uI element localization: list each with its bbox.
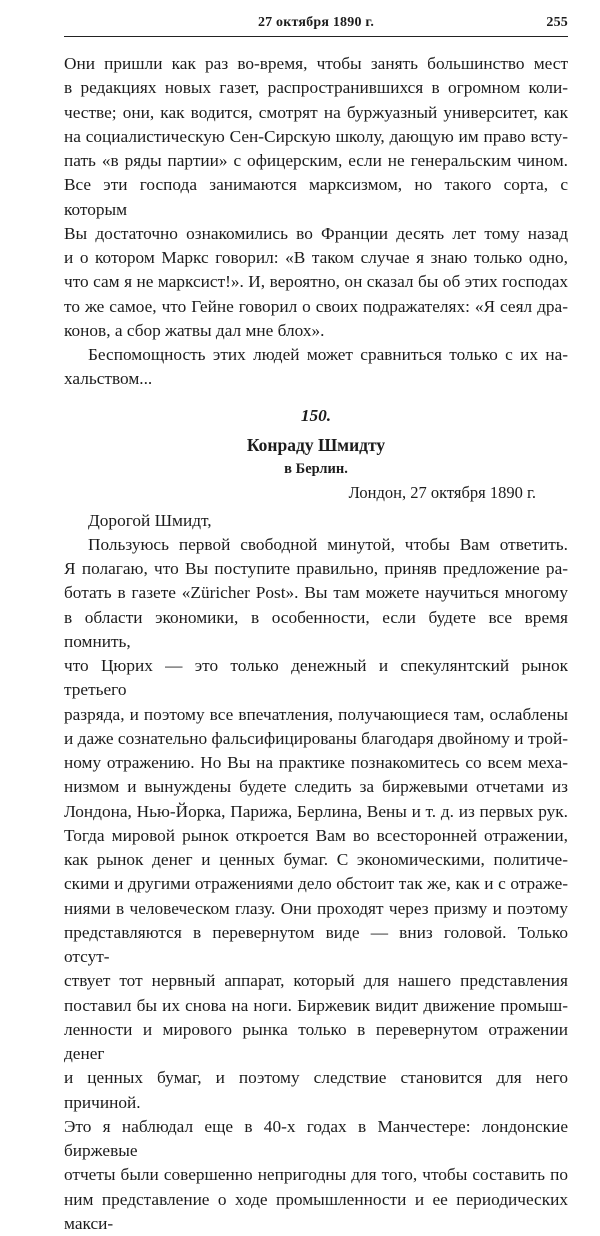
text-line: конов, а сбор жатвы дал мне блох». — [64, 319, 568, 343]
text-line: представляются в перевернутом виде — вниз головой. Только отсут- — [64, 921, 568, 970]
text-line: что сам я не марксист!». И, вероятно, он сказал бы об этих господах — [64, 270, 568, 294]
text-line: то же самое, что Гейне говорил о своих подражателях: «Я сеял дра- — [64, 295, 568, 319]
text-line: Пользуюсь первой свободной минутой, чтобы Вам ответить. — [64, 533, 568, 557]
letter-number: 150. — [64, 404, 568, 428]
text-line: Все эти господа занимаются марксизмом, но такого сорта, с которым — [64, 173, 568, 222]
text-line: на социалистическую Сен-Сирскую школу, дающую им право всту- — [64, 125, 568, 149]
text-line: Вы достаточно ознакомились во Франции десять лет тому назад — [64, 222, 568, 246]
text-line: ним представление о ходе промышленности и ее периодических макси- — [64, 1188, 568, 1236]
text-line: ствует тот нервный аппарат, который для нашего представления — [64, 969, 568, 993]
text-line: Беспомощность этих людей может сравниться только с их на- — [64, 343, 568, 367]
letter-destination: в Берлин. — [64, 457, 568, 481]
text-line: пать «в ряды партии» с офицерским, если не генеральским чином. — [64, 149, 568, 173]
text-line: отчеты были совершенно непригодны для того, чтобы составить по — [64, 1163, 568, 1187]
letter-title: Конраду Шмидту — [64, 433, 568, 457]
text-line: ниями в человеческом глазу. Они проходят через призму и поэтому — [64, 897, 568, 921]
page-number: 255 — [546, 15, 568, 31]
page-body — [64, 52, 568, 1236]
text-line: и ценных бумаг, и поэтому следствие становится для него причиной. — [64, 1066, 568, 1115]
text-line: низмом и вынуждены будете следить за биржевыми отчетами из — [64, 775, 568, 799]
text-line: в редакциях новых газет, распространившихся в огромном коли- — [64, 76, 568, 100]
text-line: ботать в газете «Züricher Post». Вы там можете научиться многому — [64, 581, 568, 605]
second-paragraph — [64, 343, 568, 392]
text-line: честве; они, как водится, смотрят на буржуазный университет, как — [64, 101, 568, 125]
header-date-title: 27 октября 1890 г. — [64, 15, 568, 31]
text-line: в области экономики, в особенности, если будете все время помнить, — [64, 606, 568, 655]
letter-dateline: Лондон, 27 октября 1890 г. — [64, 481, 568, 505]
intro-paragraph — [64, 52, 568, 343]
text-line: и даже сознательно фальсифицированы благодаря двойному и трой- — [64, 727, 568, 751]
text-line: Они пришли как раз во-время, чтобы занять большинство мест — [64, 52, 568, 76]
text-line: скими и другими отражениями дело обстоит так же, как и с отраже- — [64, 872, 568, 896]
text-line: и о котором Маркс говорил: «В таком случае я знаю только одно, — [64, 246, 568, 270]
text-line: Я полагаю, что Вы поступите правильно, приняв предложение ра- — [64, 557, 568, 581]
text-line: разряда, и поэтому все впечатления, получающиеся там, ослаблены — [64, 703, 568, 727]
text-line: Тогда мировой рынок откроется Вам во всесторонней отражении, — [64, 824, 568, 848]
text-line: Лондона, Нью-Йорка, Парижа, Берлина, Вены и т. д. из первых рук. — [64, 800, 568, 824]
text-line: ному отражению. Но Вы на практике познакомитесь со всем меха- — [64, 751, 568, 775]
letter-salutation: Дорогой Шмидт, — [64, 509, 568, 533]
text-line: Это я наблюдал еще в 40-х годах в Манчестере: лондонские биржевые — [64, 1115, 568, 1164]
running-header — [64, 12, 568, 37]
text-line: поставил бы их снова на ноги. Биржевик видит движение промыш- — [64, 994, 568, 1018]
text-line: как рынок денег и ценных бумаг. С экономическими, политиче- — [64, 848, 568, 872]
text-line: хальством... — [64, 367, 568, 391]
letter-body — [64, 533, 568, 1236]
text-line: что Цюрих — это только денежный и спекулянтский рынок третьего — [64, 654, 568, 703]
text-line: ленности и мирового рынка только в перевернутом отражении денег — [64, 1018, 568, 1067]
